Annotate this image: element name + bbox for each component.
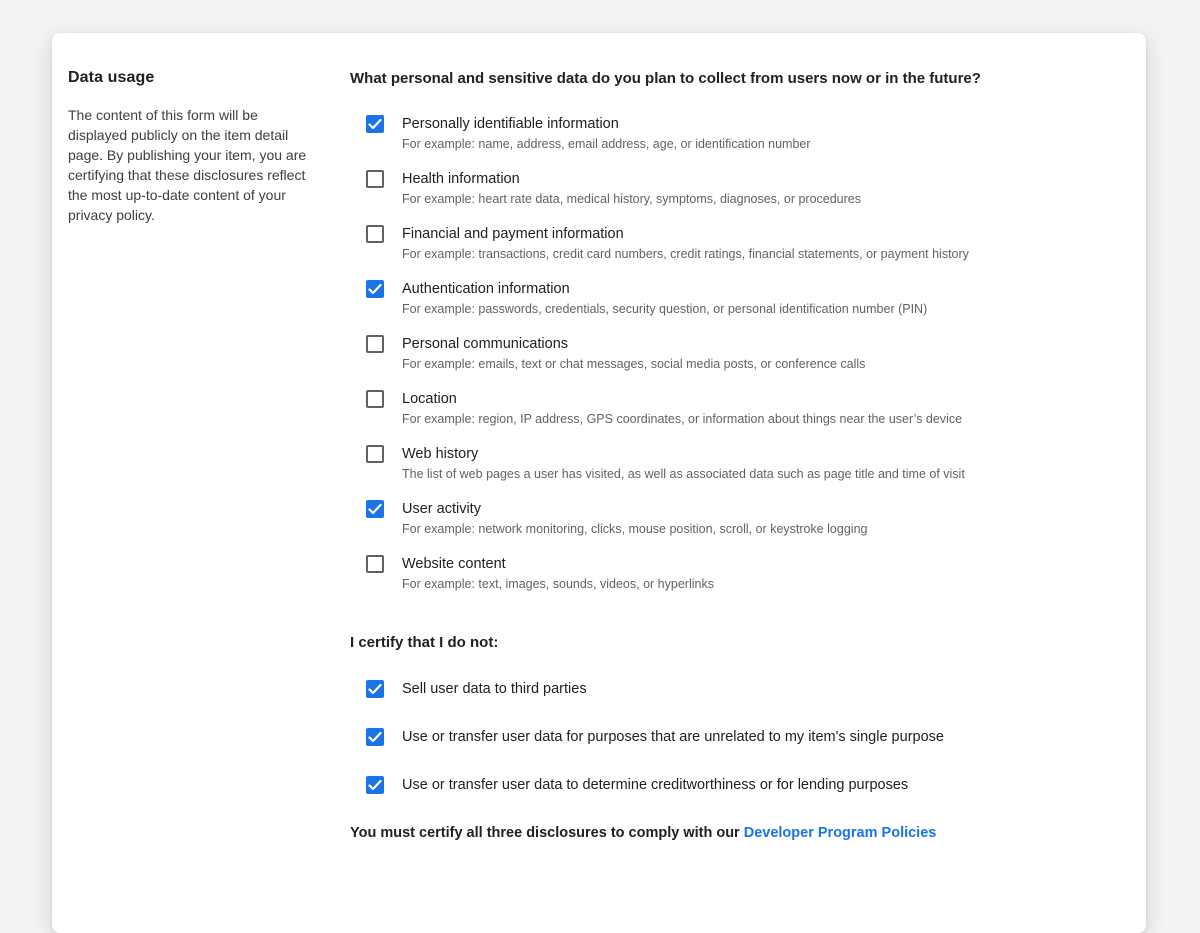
check-icon (366, 500, 384, 518)
checkbox-row (366, 169, 1106, 208)
checkbox[interactable] (366, 170, 384, 188)
checkbox-description: For example: heart rate data, medical history, symptoms, diagnoses, or procedures (402, 192, 862, 206)
check-icon (366, 728, 384, 746)
check-icon (366, 680, 384, 698)
checkbox-label[interactable]: User activity (402, 501, 481, 517)
main-content (318, 33, 1146, 933)
checkbox-description: For example: network monitoring, clicks, mouse position, scroll, or keystroke logging (402, 522, 868, 536)
footer-text: You must certify all three disclosures to comply with our (350, 825, 740, 841)
check-icon (366, 115, 384, 133)
checkbox-row (366, 554, 1106, 593)
checkbox[interactable] (366, 680, 384, 698)
checkbox-label[interactable]: Financial and payment information (402, 226, 624, 242)
certify-row (366, 679, 1106, 699)
certify-label[interactable]: Use or transfer user data for purposes that are unrelated to my item's single purpose (402, 729, 944, 745)
checkbox-row (366, 444, 1106, 483)
footer-note (350, 823, 1106, 843)
checkbox-description: For example: region, IP address, GPS coordinates, or information about things near the user’s device (402, 412, 963, 426)
certify-heading: I certify that I do not: (350, 634, 499, 651)
checkbox[interactable] (366, 390, 384, 408)
checkbox-description: The list of web pages a user has visited, as well as associated data such as page title and time of visit (402, 467, 965, 481)
checkbox-description: For example: emails, text or chat messages, social media posts, or conference calls (402, 357, 866, 371)
question-heading: What personal and sensitive data do you plan to collect from users now or in the future? (350, 70, 981, 87)
check-icon (366, 280, 384, 298)
checkbox[interactable] (366, 445, 384, 463)
certify-list (350, 679, 1106, 795)
checkbox-label[interactable]: Location (402, 391, 457, 407)
checkbox-label[interactable]: Authentication information (402, 281, 570, 297)
checkbox-description: For example: passwords, credentials, security question, or personal identification number (PIN) (402, 302, 928, 316)
certify-label[interactable]: Use or transfer user data to determine creditworthiness or for lending purposes (402, 777, 909, 793)
checkbox-row (366, 499, 1106, 538)
checkbox[interactable] (366, 280, 384, 298)
checkbox-label[interactable]: Health information (402, 171, 520, 187)
sidebar (52, 33, 318, 933)
checkbox[interactable] (366, 335, 384, 353)
checkbox[interactable] (366, 776, 384, 794)
checkbox[interactable] (366, 115, 384, 133)
checkbox-row (366, 114, 1106, 153)
certify-label[interactable]: Sell user data to third parties (402, 681, 587, 697)
checkbox[interactable] (366, 555, 384, 573)
checkbox[interactable] (366, 500, 384, 518)
check-icon (366, 776, 384, 794)
checkbox[interactable] (366, 225, 384, 243)
data-collection-list (350, 114, 1106, 593)
certify-row (366, 775, 1106, 795)
checkbox-label[interactable]: Web history (402, 446, 479, 462)
checkbox-row (366, 224, 1106, 263)
sidebar-description: The content of this form will be displayed publicly on the item detail page. By publishing your item, you are certifying that these disclosures reflect the most up-to-date content of your privacy policy. (68, 107, 307, 223)
checkbox-label[interactable]: Personally identifiable information (402, 116, 619, 132)
certify-row (366, 727, 1106, 747)
checkbox[interactable] (366, 728, 384, 746)
checkbox-description: For example: transactions, credit card numbers, credit ratings, financial statements, or payment history (402, 247, 969, 261)
checkbox-description: For example: text, images, sounds, videos, or hyperlinks (402, 577, 714, 591)
checkbox-row (366, 389, 1106, 428)
checkbox-row (366, 334, 1106, 373)
sidebar-title: Data usage (68, 69, 155, 86)
checkbox-label[interactable]: Website content (402, 556, 506, 572)
data-usage-card (52, 33, 1146, 933)
developer-program-policies-link[interactable]: Developer Program Policies (743, 825, 937, 841)
checkbox-description: For example: name, address, email address, age, or identification number (402, 137, 811, 151)
checkbox-label[interactable]: Personal communications (402, 336, 569, 352)
checkbox-row (366, 279, 1106, 318)
